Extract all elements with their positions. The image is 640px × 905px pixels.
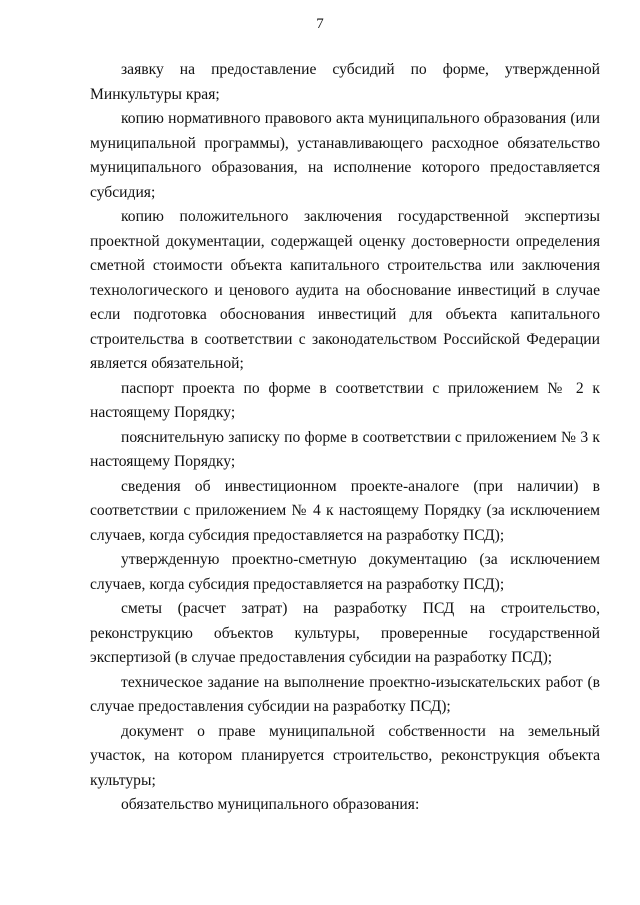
paragraph-expertise-conclusion: копию положительного заключения государственной экспертизы проектной документации, содержащей оценку достоверности определения сметной стоимости объекта капитального строительства или заключения технологического и ценового аудита на обоснование инвестиций в случае если подготовка обоснования инвестиций для объекта капитального строительства в соответствии с законодательством Российской Федерации является обязательной;	[90, 208, 600, 372]
document-body	[90, 58, 600, 818]
paragraph-project-passport: паспорт проекта по форме в соответствии с приложением № 2 к настоящему Порядку;	[90, 379, 600, 421]
paragraph-normative-act-copy: копию нормативного правового акта муниципального образования (или муниципальной программы), устанавливающего расходное обязательство муниципального образования, на исполнение которого предоставляется субсидия;	[90, 110, 600, 201]
page-number: 7	[316, 16, 324, 32]
paragraph-approved-documentation: утвержденную проектно-сметную документацию (за исключением случаев, когда субсидия предоставляется на разработку ПСД);	[90, 551, 600, 593]
paragraph-cost-estimates: сметы (расчет затрат) на разработку ПСД на строительство, реконструкцию объектов культуры, проверенные государственной экспертизой (в случае предоставления субсидии на разработку ПСД);	[90, 600, 600, 666]
paragraph-analog-project-info: сведения об инвестиционном проекте-аналоге (при наличии) в соответствии с приложением № 4 к настоящему Порядку (за исключением случаев, когда субсидия предоставляется на разработку ПСД);	[90, 477, 600, 544]
paragraph-municipal-obligation: обязательство муниципального образования:	[121, 796, 420, 813]
paragraph-application-form: заявку на предоставление субсидий по форме, утвержденной Минкультуры края;	[90, 61, 600, 103]
paragraph-explanatory-note: пояснительную записку по форме в соответствии с приложением № 3 к настоящему Порядку;	[90, 428, 600, 470]
paragraph-technical-assignment: техническое задание на выполнение проектно-изыскательских работ (в случае предоставления субсидии на разработку ПСД);	[90, 673, 600, 715]
paragraph-land-ownership-document: документ о праве муниципальной собственности на земельный участок, на котором планируется строительство, реконструкция объекта культуры;	[90, 722, 600, 789]
